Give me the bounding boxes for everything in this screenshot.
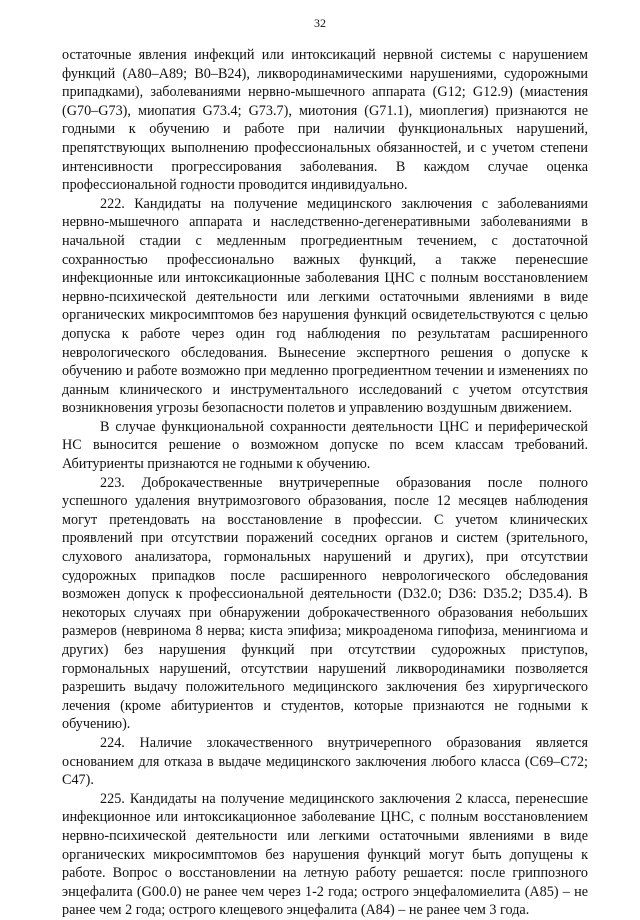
paragraph-222: 222. Кандидаты на получение медицинского заключения с заболеваниями нервно-мышечного аппарата и наследственно-дегенеративными заболеваниями в начальной стадии с медленным прогредиентным течением, с достаточной сохранностью профессионально важных функций, а также перенесшие инфекционные или интоксикационные заболевания ЦНС с полным восстановлением нервно-психической деятельности или легкими остаточными явлениями в виде органических микросимптомов без нарушения функций освидетельствуются с целью допуска к работе через один год наблюдения по результатам расширенного неврологического обследования. Вынесение экспертного решения о допуске к обучению и работе возможно при медленно прогредиентном течении и изменениях по данным клинического и инструментального исследований с учетом отсутствия возникновения угрозы безопасности полетов и управлению воздушным движением. — [62, 195, 588, 417]
paragraph-223: 223. Доброкачественные внутричерепные образования после полного успешного удаления внутримозгового образования, после 12 месяцев наблюдения могут претендовать на восстановление в профессии. С учетом клинических проявлений при отсутствии поражений соседних органов и систем (зрительного, слухового анализатора, гормональных нарушений и других), при отсутствии судорожных припадков после расширенного неврологического обследования возможен допуск к профессиональной деятельности (D32.0; D36: D35.2; D35.4). В некоторых случаях при обнаружении доброкачественного образования небольших размеров (невринома 8 нерва; киста эпифиза; микроаденома гипофиза, менингиома и других) без нарушения функций при отсутствии судорожных приступов, гормональных нарушений, отсутствии нарушений ликвородинамики позволяется разрешить выдачу положительного медицинского заключения без хирургического лечения (кроме абитуриентов и студентов, которые признаются не годными к обучению). — [62, 474, 588, 733]
paragraph-222-cns: В случае функциональной сохранности деятельности ЦНС и периферической НС выносится решение о возможном допуске по всем классам требований. Абитуриенты признаются не годными к обучению. — [62, 418, 588, 473]
paragraph-224: 224. Наличие злокачественного внутричерепного образования является основанием для отказа в выдаче медицинского заключения любого класса (С69–С72; С47). — [62, 734, 588, 789]
paragraph-225: 225. Кандидаты на получение медицинского заключения 2 класса, перенесшие инфекционное или интоксикационное заболевание ЦНС, с полным восстановлением нервно-психической деятельности или легкими остаточными явлениями в виде органических микросимптомов без нарушения функций могут быть допущены к работе. Вопрос о восстановлении на летную работу решается: после гриппозного энцефалита (G00.0) не ранее чем через 1-2 года; острого энцефаломиелита (А85) – не ранее чем 2 года; острого клещевого энцефалита (А84) – не ранее чем 3 года. — [62, 790, 588, 919]
document-body — [62, 46, 588, 920]
page-number: 32 — [314, 16, 326, 30]
paragraph-continuation: остаточные явления инфекций или интоксикаций нервной системы с нарушением функций (А80–А89; В0–В24), ликвородинамическими нарушениями, судорожными припадками), заболеваниями нервно-мышечного аппарата (G12; G12.9) (миастения (G70–G73), миопатия G73.4; G73.7), миотония (G71.1), миоплегия) признаются не годными к обучению и работе при наличии функциональных нарушений, препятствующих выполнению профессиональных обязанностей, и с учетом степени интенсивности прогрессирования заболевания. В каждом случае оценка профессиональной годности проводится индивидуально. — [62, 47, 588, 194]
